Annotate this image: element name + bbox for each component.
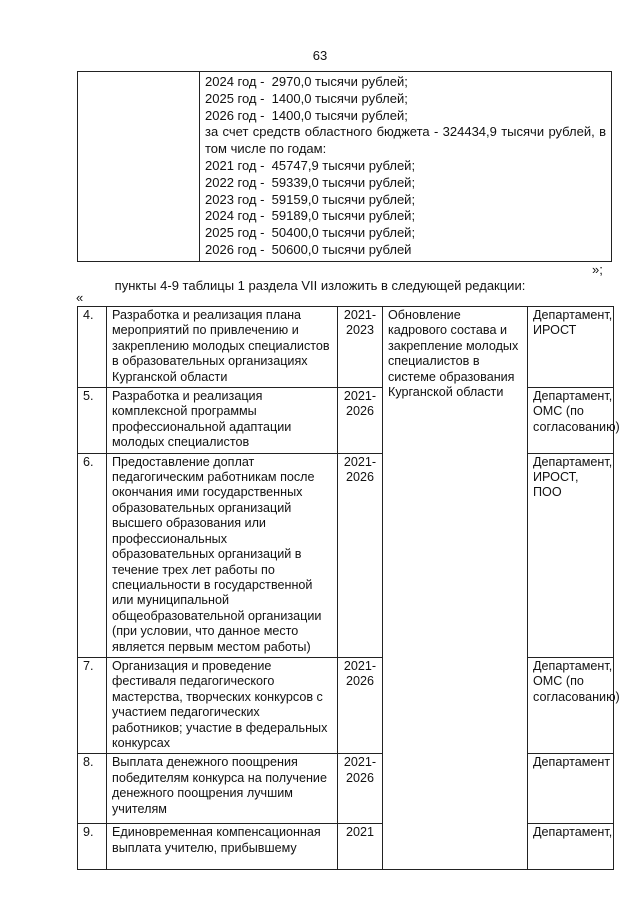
measure-executor: Департамент, ИРОСТ, ПОО [528, 453, 614, 657]
measure-executor: Департамент [528, 754, 614, 824]
financing-line: 2026 год - 1400,0 тысячи рублей; [205, 107, 408, 123]
table-row [78, 388, 614, 454]
measure-name: Разработка и реализация комплексной программы профессиональной адаптации молодых специалистов [107, 388, 338, 454]
table-row [78, 754, 614, 824]
financing-line: 2021 год - 45747,9 тысячи рублей; [205, 157, 416, 173]
measure-name: Единовременная компенсационная выплата учителю, прибывшему [107, 824, 338, 870]
measures-table [77, 306, 620, 870]
financing-line: за счет средств областного бюджета - 324434,9 тысячи рублей, в том числе по годам: [205, 124, 606, 157]
measure-years: 2021-2026 [338, 388, 383, 454]
financing-line: 2025 год - 50400,0 тысячи рублей; [205, 225, 416, 241]
row-number: 6. [78, 453, 107, 657]
instruction-text: пункты 4-9 таблицы 1 раздела VII изложить в следующей редакции: [114, 278, 526, 293]
table-row [78, 824, 614, 870]
measure-name: Выплата денежного поощрения победителям конкурса на получение денежного поощрения лучшим учителям [107, 754, 338, 824]
expected-result: Обновление кадрового состава и закрепление молодых специалистов в системе образования Курганской области [383, 307, 528, 870]
financing-line: 2024 год - 59189,0 тысячи рублей; [205, 208, 416, 224]
measure-executor: Департамент, ОМС (по согласованию) [528, 657, 614, 753]
measure-years: 2021-2026 [338, 453, 383, 657]
measure-name: Организация и проведение фестиваля педагогического мастерства, творческих конкурсов с участием педагогических работников; участие в федеральных конкурсах [107, 657, 338, 753]
financing-line: 2023 год - 59159,0 тысячи рублей; [205, 191, 416, 207]
financing-line: 2022 год - 59339,0 тысячи рублей; [205, 174, 416, 190]
row-number: 5. [78, 388, 107, 454]
row-number: 4. [78, 307, 107, 388]
table-row [78, 307, 614, 388]
measure-years: 2021-2026 [338, 657, 383, 753]
measure-name: Разработка и реализация плана мероприятий по привлечению и закреплению молодых специалистов в образовательных организациях Курганской области [107, 307, 338, 388]
row-number: 9. [78, 824, 107, 870]
table-row [78, 453, 614, 657]
opening-quote: « [76, 290, 84, 305]
financing-line: 2025 год - 1400,0 тысячи рублей; [205, 90, 408, 106]
measure-executor: Департамент, ИРОСТ [528, 307, 614, 388]
measure-executor: Департамент, [528, 824, 614, 870]
measure-executor: Департамент, ОМС (по согласованию) [528, 388, 614, 454]
financing-line: 2024 год - 2970,0 тысячи рублей; [205, 74, 408, 89]
table-row [78, 657, 614, 753]
measure-years: 2021 [338, 824, 383, 870]
page-number: 63 [312, 48, 328, 63]
closing-quote: »; [592, 262, 603, 277]
measure-name: Предоставление доплат педагогическим работникам после окончания ими государственных образовательных организаций высшего образования или профессиональных образовательных организаций в течение трех лет работы по специальности в государственной или муниципальной общеобразовательной организации (при условии, что данное место является первым местом работы) [107, 453, 338, 657]
row-number: 8. [78, 754, 107, 824]
financing-cell [200, 72, 612, 262]
financing-line: 2026 год - 50600,0 тысячи рублей [205, 241, 412, 257]
measure-years: 2021-2023 [338, 307, 383, 388]
financing-row [78, 72, 612, 262]
row-number: 7. [78, 657, 107, 753]
financing-empty-cell [78, 72, 200, 262]
financing-table [77, 71, 612, 262]
measure-years: 2021-2026 [338, 754, 383, 824]
